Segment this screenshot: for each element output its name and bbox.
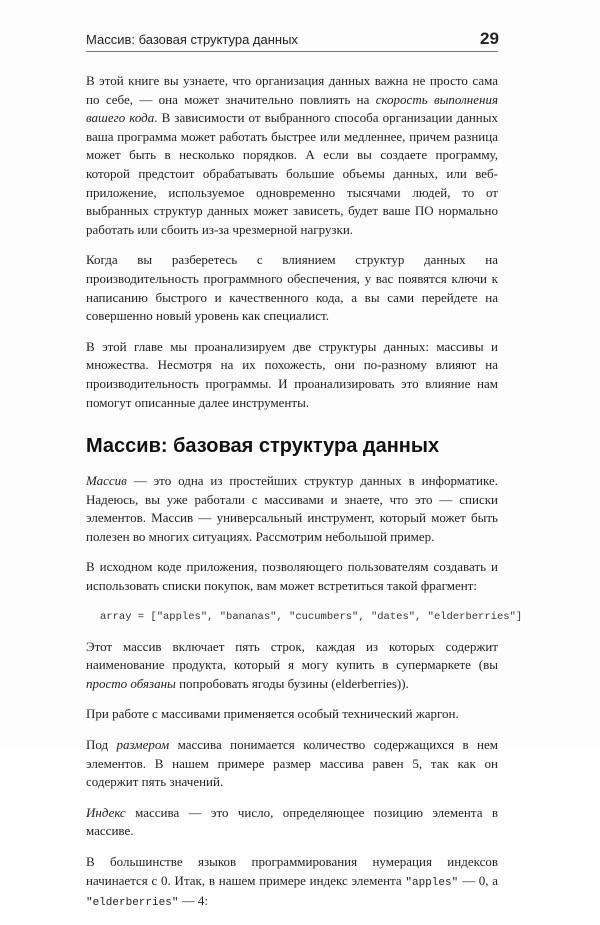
paragraph-index [86,804,498,841]
text: Этот массив включает пять строк, каждая из которых содержит наименование продукта, который я могу купить в супермаркете (вы [86,638,498,673]
text: массива — это число, определяющее позицию элемента в массиве. [86,804,498,839]
inline-code-elderberries: "elderberries" [86,897,179,910]
paragraph-jargon: При работе с массивами применяется особый технический жаргон. [86,706,459,722]
paragraph-example-intro: В исходном коде приложения, позволяющего пользователям создавать и использовать списки покупок, вам может встретиться такой фрагмент: [86,559,498,594]
term-size: размером [116,737,170,753]
text: попробовать ягоды бузины (elderberries)). [175,675,409,691]
paragraph-2: Когда вы разберетесь с влиянием структур данных на производительность программного обеспечения, у вас появятся ключи к написанию быстрого и качественного кода, а вы сами перейдете на совершенно новый уровень как специалист. [86,252,498,324]
emphasis: скорость выполнения вашего кода [86,91,498,126]
paragraph-3: В этой главе мы проанализируем две структуры данных: массивы и множества. Несмотря на их похожесть, они по-разному влияют на производительность программы. И проанализировать это влияние нам помогут описанные далее инструменты. [86,338,498,410]
page-number: 29 [480,29,499,48]
paragraph-intro [86,72,498,239]
paragraph-size [86,736,498,792]
header-rule [86,51,498,52]
section-heading: Массив: базовая структура данных [86,435,440,458]
paragraph-indexing [86,853,498,913]
emphasis: просто обязаны [86,675,176,691]
paragraph-array-contents [86,638,498,694]
text: массива понимается количество содержащихся в нем элементов. В нашем примере размер массива равен 5, так как он содержит пять значений. [86,737,498,790]
text: — это одна из простейших структур данных в информатике. Надеюсь, вы уже работали с массивами и знаете, что это — списки элементов. Массив — универсальный инструмент, который может быть полезен во многих ситуациях. Рассмотрим небольшой пример. [86,473,498,544]
paragraph-array-def [86,472,498,546]
running-head: Массив: базовая структура данных [86,32,298,47]
term-index: Индекс [86,804,126,820]
text: . В зависимости от выбранного способа организации данных ваша программа может работать быстрее или медленнее, причем разница может быть в несколько порядков. А если вы создаете программу, которой предстоит обрабатывать большие объемы данных, или веб-приложение, используемое одновременно тысячами людей, то от выбранных структур данных может зависеть, будет ваше ПО нормально работать или сбоить из-за чрезмерной нагрузки. [86,110,499,237]
text: — 0, а [458,872,498,888]
inline-code-apples: "apples" [405,876,459,889]
page-content [86,72,523,925]
term-array: Массив [86,473,127,489]
code-snippet: array = ["apples", "bananas", "cucumbers", "dates", "elderberries"] [100,610,523,623]
text: В этой книге вы узнаете, что организация данных важна не просто сама по себе, — она может значительно повлиять на [86,73,498,107]
text: В большинстве языков программирования нумерация индексов начинается с 0. Итак, в нашем примере индекс элемента [86,854,498,888]
text: Под [86,737,117,753]
text: — 4: [178,893,209,909]
